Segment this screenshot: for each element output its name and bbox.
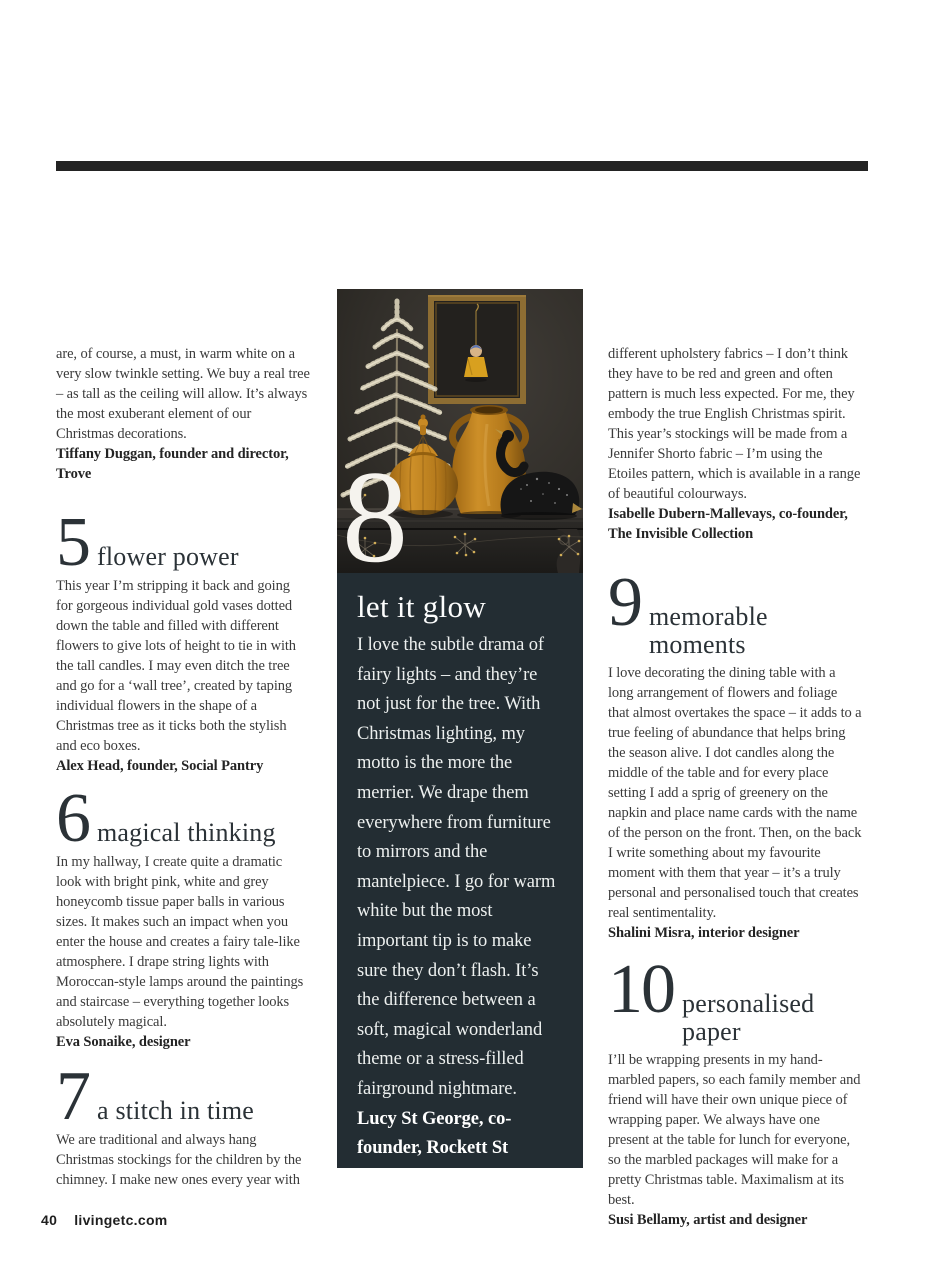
section-magical-thinking	[56, 780, 310, 1052]
section-personalised-paper	[608, 951, 862, 1230]
panel-body: I love the subtle drama of fairy lights – and they’re not just for the tree. With Christmas lighting, my motto is the more the merrier. We drape them everywhere from furniture to mirrors and the mantelpiece. I go for warm white but the most important tip is to make sure they don’t flash. It’s the difference between a soft, magical wonderland theme or a stress-filled fairground nightmare.	[357, 635, 556, 1099]
section-number: 7	[56, 1058, 89, 1135]
section-header	[56, 504, 310, 581]
section-body: I love decorating the dining table with a long arrangement of flowers and foliage that almost overtakes the space – it adds to a true feeling of abundance that helps bring the season alive. I dot candles along the middle of the table and for every place setting I add a sprig of greenery on the napkin and place name cards with the name of the person on the front. Then, on the back I write something about my favourite moment with them that year – it’s a truly personal and personalised touch that creates real sentimentality.	[608, 665, 862, 921]
let-it-glow-panel	[337, 573, 583, 1188]
section-body: I’ll be wrapping presents in my hand-marbled papers, so each family member and friend will have their own unique piece of wrapping paper. We always have one present at the table for lunch for everyone, so the marbled packages will make for a pretty Christmas table. Maximalism at its best.	[608, 1052, 861, 1208]
section-attribution: Eva Sonaike, designer	[56, 1034, 191, 1050]
section-attribution: Alex Head, founder, Social Pantry	[56, 758, 264, 774]
mantel-photo	[337, 289, 583, 573]
section-header	[608, 951, 862, 1046]
intro-attribution: Isabelle Dubern-Mallevays, co-founder, The Invisible Collection	[608, 506, 848, 542]
section-number-overlay: 8	[342, 443, 408, 573]
section-body: We are traditional and always hang Christmas stockings for the children by the chimney. I make new ones every year with	[56, 1132, 302, 1188]
panel-attribution: Lucy St George, co-founder, Rockett St George	[357, 1108, 512, 1188]
section-attribution: Shalini Misra, interior designer	[608, 925, 800, 941]
section-attribution: Susi Bellamy, artist and designer	[608, 1212, 808, 1228]
section-heading: memorable moments	[649, 602, 768, 659]
section-number: 6	[56, 780, 89, 857]
section-body: This year I’m stripping it back and going for gorgeous individual gold vases dotted down the table and filled with different flowers to give lots of height to tie in with the tall candles. I may even ditch the tree and go for a ‘wall tree’, created by taping individual flowers in the shape of a Christmas tree as it ticks both the stylish and eco boxes.	[56, 578, 296, 754]
section-heading: magical thinking	[97, 818, 276, 847]
section-header	[56, 780, 310, 857]
section-heading: a stitch in time	[97, 1096, 255, 1125]
site-url: livingetc.com	[74, 1212, 168, 1228]
left-column	[56, 344, 310, 1190]
section-number: 5	[56, 504, 89, 581]
section-number: 10	[608, 951, 674, 1028]
section-flower-power	[56, 504, 310, 776]
section-heading: personalised paper	[682, 989, 815, 1046]
page-number: 40	[41, 1212, 58, 1228]
section-heading: flower power	[97, 542, 239, 571]
panel-heading: let it glow	[357, 589, 487, 624]
section-memorable-moments	[608, 564, 862, 943]
section-header	[608, 564, 862, 659]
intro-paragraph: different upholstery fabrics – I don’t think they have to be red and green and often pattern is much less expected. For me, they embody the true English Christmas spirit. This year’s stockings will be made from a Jennifer Shorto fabric – I’m using the Etoiles pattern, which is available in a range of beautiful colourways.	[608, 346, 861, 502]
top-rule	[56, 161, 868, 171]
intro-attribution: Tiffany Duggan, founder and director, Trove	[56, 446, 289, 482]
page-footer	[41, 1212, 168, 1228]
picture-frame-illustration	[428, 296, 526, 401]
section-header	[56, 1058, 310, 1135]
section-a-stitch-in-time	[56, 1058, 310, 1190]
section-body: In my hallway, I create quite a dramatic look with bright pink, white and grey honeycomb tissue paper balls in various sizes. It makes such an impact when you enter the house and creates a fairy tale-like atmosphere. I drape string lights with Moroccan-style lamps around the paintings and staircase – everything together looks absolutely magical.	[56, 854, 304, 1030]
right-column	[608, 344, 862, 1230]
intro-paragraph: are, of course, a must, in warm white on a very slow twinkle setting. We buy a real tree – as tall as the ceiling will allow. It’s always the most exuberant element of our Christmas decorations.	[56, 346, 310, 442]
section-number: 9	[608, 564, 641, 641]
